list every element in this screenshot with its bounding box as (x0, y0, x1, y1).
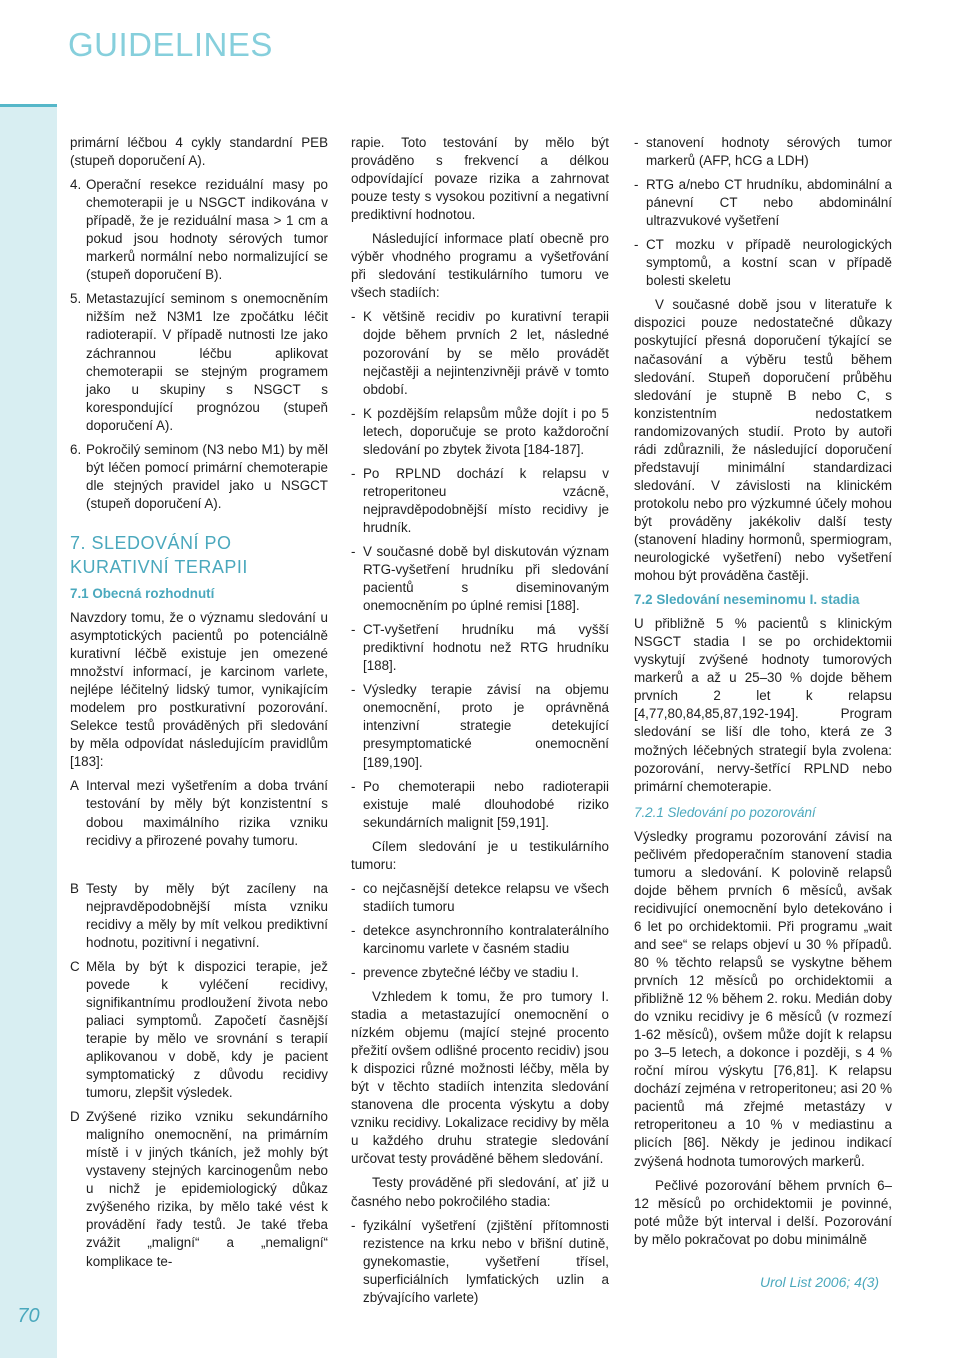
lettered-item-c (70, 958, 328, 1102)
bullet-list (351, 308, 609, 831)
list-item-text: co nejčasnější detekce relapsu ve všech stadiích tumoru (363, 880, 609, 914)
page-number: 70 (17, 1305, 40, 1327)
lettered-item-b (70, 880, 328, 952)
list-item-text: RTG a/nebo CT hrudníku, abdominální a pánevní CT nebo abdominální ultrazvukové vyšetření (646, 177, 892, 229)
list-item: - CT-vyšetření hrudníku má vyšší prediktivní hodnotu než RTG hrudníku [188]. (351, 621, 609, 675)
paragraph: Následující informace platí obecně pro výběr vhodného programu a vyšetřování při sledování testikulárního tumoru ve všech stadiích: (351, 231, 609, 301)
list-item-text: K většině recidiv po kurativní terapii dojde během prvních 2 let, následné pozorování by se mělo provádět nejčastěji a nejintenzivněji právě v tomto období. (363, 309, 609, 397)
page-header-title: GUIDELINES (68, 26, 273, 63)
item-text: Interval mezi vyšetřením a doba trvání testování by měly být konzistentní s dobou maximálního rizika vzniku recidivy a přirozené povahy tumoru. (86, 778, 328, 848)
bullet-list (351, 1217, 609, 1307)
list-item: - K většině recidiv po kurativní terapii dojde během prvních 2 let, následné pozorování by se mělo provádět nejčastěji a nejintenzivněji právě v tomto období. (351, 308, 609, 398)
lettered-item-d (70, 1108, 328, 1270)
list-item-text: CT mozku v případě neurologických symptomů, a kostní scan v případě bolesti skeletu (646, 237, 892, 289)
item-text: Pokročilý seminom (N3 nebo M1) by měl být léčen pomocí primární chemoterapie dle stejných pravidel jako u NSGCT (stupeň doporučení A). (86, 441, 328, 511)
item-number: 6. (70, 441, 82, 457)
item-text: Metastazující seminom s onemocněním nižším než N3M1 lze zpočátku léčit radioterapií. V případě nutnosti lze jako záchrannou léčbu aplikovat chemoterapii se stejným programem jako u skupiny s NSGCT s korespondující prognózou (stupeň doporučení A). (86, 291, 328, 433)
paragraph: U přibližně 5 % pacientů s klinickým NSGCT stadia I se po orchidektomii vyskytují zvýšené hodnoty tumorových markerů a až u 25–30 % dojde během prvních 2 let k relapsu [4,77,80,84,85,87,192-194]. Program sledování se liší dle toho, která ze 3 možných léčebných strategií byla zvolena: pozorování, nervy-šetřící RPLND nebo primární chemoterapie. (634, 616, 892, 794)
continued-paragraph: primární léčbou 4 cykly standardní PEB (stupeň doporučení A). (70, 135, 328, 169)
item-text: Zvýšené riziko vzniku sekundárního maligního onemocnění, na primárním místě i v jiných tkáních, jež mohly být vystaveny stejných karcinogenům nebo u nichž je epidemiologický důkaz zvýšeného rizika, by mělo také vést k provádění řady testů. Je také třeba zvážit „maligní“ a „nemaligní“ komplikace te- (86, 1109, 328, 1269)
numbered-item-6 (70, 441, 328, 513)
subsubsection-heading: 7.2.1 Sledování po pozorování (634, 804, 816, 820)
list-item: - co nejčasnější detekce relapsu ve všech stadiích tumoru (351, 880, 609, 916)
list-item: - Výsledky terapie závisí na objemu onemocnění, proto je oprávněná intenzivní strategie detekující presymptomatické onemocnění [189,190]. (351, 681, 609, 771)
list-item: - V současné době byl diskutován význam RTG-vyšetření hrudníku při sledování pacientů s diseminovaným onemocněním po úplné remisi [188]. (351, 543, 609, 615)
list-item: - CT mozku v případě neurologických symptomů, a kostní scan v případě bolesti skeletu (634, 236, 892, 290)
item-text: Měla by být k dispozici terapie, jež povede k vyléčení recidivy, signifikantnímu prodloužení života nebo paliaci symptomů. Započetí časnější terapie by mělo ve srovnání s terapií aplikovanou v době, kdy je pacient symptomatický z důvodu recidivy tumoru, zlepšit výsledek. (86, 958, 328, 1101)
list-item: - RTG a/nebo CT hrudníku, abdominální a pánevní CT nebo abdominální ultrazvukové vyšetření (634, 176, 892, 230)
column-1 (70, 134, 328, 1277)
list-item-text: CT-vyšetření hrudníku má vyšší prediktivní hodnotu než RTG hrudníku [188]. (363, 622, 609, 674)
section-heading: 7. SLEDOVÁNÍ PO KURATIVNÍ TERAPII (70, 532, 248, 577)
paragraph: Testy prováděné při sledování, ať již u časného nebo pokročilého stadia: (351, 1175, 609, 1209)
list-item: - stanovení hodnoty sérových tumor markerů (AFP, hCG a LDH) (634, 134, 892, 170)
list-item-text: Po RPLND dochází k relapsu v retroperitoneu vzácně, nejpravděpodobnější místo recidivy je hrudník. (363, 465, 609, 535)
item-number: 5. (70, 291, 82, 307)
paragraph: V současné době jsou v literatuře k dispozici pouze nedostatečné důkazy poskytující přesná doporučení týkající se načasování a výběru testů během sledování. Stupeň doporučení průběhu sledování je stupně B nebo C, s konzistentním nedostatkem randomizovaných studií. Proto by autoři rádi zdůraznili, že následující doporučení představují minimální standardizaci sledování. V závislosti na klinickém protokolu nebo pro výzkumné účely mohou být prováděny jakékoliv další testy (stanovení hladiny hormonů, spermiogram, neurologické vyšetření) nebo vyšetření mohou být prováděna častěji. (634, 297, 892, 584)
paragraph: Cílem sledování je u testikulárního tumoru: (351, 838, 609, 872)
column-3 (634, 134, 892, 1255)
item-letter: C (70, 958, 80, 974)
subsection-heading: 7.1 Obecná rozhodnutí (70, 585, 215, 601)
numbered-item-4 (70, 176, 328, 284)
numbered-item-5 (70, 290, 328, 434)
list-item-text: detekce asynchronního kontralaterálního karcinomu varlete v časném stadiu (363, 922, 609, 956)
item-letter: D (70, 1109, 80, 1125)
paragraph: Vzhledem k tomu, že pro tumory I. stadia a metastazující onemocnění o nízkém objemu (mající stejné procento přežití ovšem odlišné procento recidiv) jsou k dispozici různé možnosti léčby, měla by být v těchto stadiích intenzita sledování stanovena dle procenta výskytu a doby vzniku recidivy. Lokalizace recidivy by měla u každého druhu strategie sledování určovat testy prováděné během sledování. (351, 989, 609, 1167)
paragraph: Výsledky programu pozorování závisí na pečlivém předoperačním stanovení stadia tumoru a sledování. K polovině relapsů dojde během prvních 6 měsíců, avšak recidivující onemocnění bylo detekováno i 6 let po orchidektomii. Při programu „wait and see“ se relaps objeví u 30 % případů. 80 % těchto relapsů se vyskytne během prvních 12 měsíců po orchidektomii a přibližně 12 % během 2. roku. Medián doby do vzniku recidivy je 6 měsíců (v rozmezí 1-62 měsíců), ovšem může dojít k relapsu po 3–5 letech, a dokonce i později, s 4 % roční mírou výskytu [76,81]. K relapsu dochází zejména v retroperitoneu; asi 20 % pacientů má zřejmé metastázy v retroperitoneu a 10 % v mediastinu a plicích [86]. Někdy je jedinou indikací zvýšená hodnota tumorových markerů. (634, 828, 892, 1169)
list-item-text: Výsledky terapie závisí na objemu onemocnění, proto je oprávněná intenzivní strategie detekující presymptomatické onemocnění [189,190]. (363, 682, 609, 770)
list-item: - Po RPLND dochází k relapsu v retroperitoneu vzácně, nejpravděpodobnější místo recidivy je hrudník. (351, 465, 609, 537)
side-bar-accent-line (0, 104, 57, 107)
bullet-list (351, 880, 609, 982)
journal-reference: Urol List 2006; 4(3) (760, 1274, 880, 1290)
continued-paragraph: rapie. Toto testování by mělo být prováděno s frekvencí a délkou odpovídající povaze rizika a zahrnovat pouze testy s vysokou pozitivní a negativní prediktivní hodnotou. (351, 135, 609, 223)
bullet-list (634, 134, 892, 290)
list-item: - detekce asynchronního kontralaterálního karcinomu varlete v časném stadiu (351, 922, 609, 958)
item-letter: A (70, 778, 79, 794)
column-2 (351, 134, 609, 1313)
list-item-text: prevence zbytečné léčby ve stadiu I. (363, 964, 579, 980)
list-item-text: fyzikální vyšetření (zjištění přítomnosti rezistence na krku nebo v břišní dutině, gynekomastie, vyšetření třísel, superficiálních lymfatických uzlin a zbývajícího varlete) (363, 1217, 609, 1305)
list-item: - Po chemoterapii nebo radioterapii existuje malé dlouhodobé riziko sekundárních malignit [59,191]. (351, 778, 609, 832)
item-text: Operační resekce reziduální masy po chemoterapii je u NSGCT indikována v případě, že je reziduální masa > 1 cm a pokud jsou hodnoty sérových tumor markerů normální nebo normalizující se (stupeň doporučení B). (86, 177, 328, 283)
list-item: - K pozdějším relapsům může dojít i po 5 letech, doporučuje se proto každoroční sledování po zbytek života [184-187]. (351, 405, 609, 459)
list-item: - prevence zbytečné léčby ve stadiu I. (351, 964, 609, 982)
paragraph: Pečlivé pozorování během prvních 6–12 měsíců po orchidektomii je povinné, poté může být interval i delší. Pozorování by mělo pokračovat po dobu minimálně (634, 1177, 892, 1247)
paragraph: Navzdory tomu, že o významu sledování u asymptotických pacientů po potenciálně kurativní léčbě existuje jen omezené množství informací, je karcinom varlete, nejlépe léčitelný lidský tumor, vynikajícím modelem pro postkurativní pozorování. Selekce testů prováděných při sledování by měla odpovídat následujícím pravidlům [183]: (70, 609, 328, 770)
subsection-heading: 7.2 Sledování neseminomu I. stadia (634, 592, 860, 608)
list-item-text: K pozdějším relapsům může dojít i po 5 letech, doporučuje se proto každoroční sledování po zbytek života [184-187]. (363, 405, 609, 457)
item-text: Testy by měly být zacíleny na nejpravděpodobnější místa vzniku recidivy a měly by mít velkou prediktivní hodnotu, pozitivní i negativní. (86, 880, 328, 950)
list-item: - fyzikální vyšetření (zjištění přítomnosti rezistence na krku nebo v břišní dutině, gynekomastie, vyšetření třísel, superficiálních lymfatických uzlin a zbývajícího varlete) (351, 1217, 609, 1307)
lettered-item-a (70, 777, 328, 849)
list-item-text: Po chemoterapii nebo radioterapii existuje malé dlouhodobé riziko sekundárních malignit [59,191]. (363, 778, 609, 830)
list-item-text: V současné době byl diskutován význam RTG-vyšetření hrudníku při sledování pacientů s diseminovaným onemocněním po úplné remisi [188]. (363, 543, 609, 614)
item-number: 4. (70, 177, 82, 193)
side-bar (0, 104, 57, 1358)
list-item-text: stanovení hodnoty sérových tumor markerů (AFP, hCG a LDH) (646, 135, 892, 169)
item-letter: B (70, 880, 79, 896)
